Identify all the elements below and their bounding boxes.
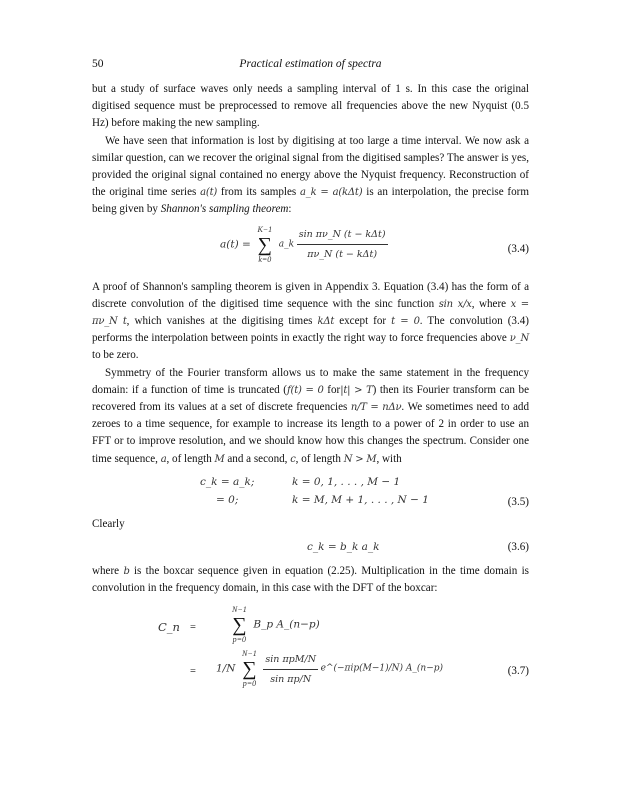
- p2-text-b: from its samples: [220, 186, 297, 199]
- paragraph-4: [92, 365, 529, 468]
- math-f-t0: f(t) = 0: [287, 384, 324, 396]
- eq37-numerator: sin πpM/N: [263, 651, 318, 670]
- eq37-equals-1: =: [190, 622, 196, 634]
- shannon-theorem-term: Shannon's sampling theorem: [160, 203, 289, 216]
- p4-text-e: , of length: [166, 452, 212, 465]
- eq34-sum: [257, 225, 272, 265]
- eq37-sum2-top: N−1: [242, 649, 257, 659]
- math-n-T: n/T = nΔν: [350, 402, 402, 414]
- paragraph-1: but a study of surface waves only needs a sampling interval of 1 s. In this case the original digitised sequence must be preprocessed to remove all frequencies above the new Nyquist (0.5 Hz) before making the new sampling.: [92, 83, 529, 130]
- eq35-line1-rhs: k = 0, 1, . . . , M − 1: [292, 475, 401, 488]
- page-number: 50: [92, 58, 104, 70]
- p2-text-c: is an interpolation, the precise form being given by: [92, 186, 529, 216]
- p3-text-a: A proof of Shannon's sampling theorem is given in Appendix 3. Equation (3.4) has the form of a discrete convolution of the digitised time sequence with the sinc function: [92, 280, 529, 310]
- paragraph-3: [92, 279, 529, 365]
- math-N-gt-M: N > M: [343, 453, 377, 465]
- paragraph-2: [92, 133, 529, 219]
- paragraph-5: [92, 563, 529, 597]
- math-kdt: kΔt: [317, 316, 335, 328]
- eq37-sum1-bottom: p=0: [232, 635, 247, 645]
- math-sinc: sin x/x: [438, 298, 472, 310]
- math-t0: t = 0: [391, 316, 420, 328]
- math-M: M: [214, 453, 225, 465]
- p4-text-g: , of length: [295, 452, 341, 465]
- math-b: b: [123, 566, 130, 578]
- page-body: [92, 81, 529, 691]
- equation-3-5: [92, 472, 529, 512]
- math-abs-t-T: |t| > T: [340, 384, 373, 396]
- eq35-line2-rhs: k = M, M + 1, . . . , N − 1: [292, 493, 429, 506]
- p3-text-e: . The convolution (3.4) performs the interpolation between points in exactly the right way to force frequencies above: [92, 315, 529, 345]
- sum-sign: ∑: [257, 233, 272, 256]
- eq37-fraction: [263, 651, 318, 688]
- eq34-numerator: sin πν_N (t − kΔt): [297, 226, 388, 245]
- math-nuN: ν_N: [509, 333, 529, 345]
- equation-3-7: [92, 605, 529, 691]
- equation-3-4: [92, 225, 529, 273]
- running-title: Practical estimation of spectra: [239, 58, 382, 70]
- eq34-label: (3.4): [507, 242, 529, 255]
- eq37-sum1-top: N−1: [232, 605, 247, 615]
- eq34-sum-top: K−1: [257, 224, 273, 234]
- p4-text-h: , with: [376, 452, 402, 465]
- eq36-label: (3.6): [507, 541, 529, 554]
- p4-text-b: for: [327, 383, 341, 396]
- p3-text-d: except for: [339, 315, 387, 328]
- eq37-term1: B_p A_(n−p): [253, 618, 320, 631]
- eq34-lhs: a(t) =: [220, 238, 251, 251]
- eq37-label: (3.7): [507, 665, 529, 678]
- eq37-sum2-bottom: p=0: [242, 679, 257, 689]
- sum-sign: ∑: [242, 658, 257, 681]
- eq37-row1: [228, 605, 320, 645]
- math-x-def: x = πν_N t: [92, 298, 529, 328]
- clearly-text: Clearly: [92, 517, 125, 530]
- p4-text-a: Symmetry of the Fourier transform allows us to make the same statement in the frequency domain: if a function of time is truncated (: [92, 366, 529, 396]
- eq37-sum2: [242, 649, 257, 689]
- eq37-tail: e^(−πip(M−1)/N) A_(n−p): [320, 663, 444, 674]
- equation-3-6: [92, 535, 529, 559]
- eq35-line1-lhs: c_k = a_k;: [200, 475, 255, 488]
- math-ak-def: a_k = a(kΔt): [300, 187, 363, 199]
- math-c: c: [290, 453, 296, 465]
- eq35-line2-lhs: = 0;: [216, 493, 239, 506]
- p4-text-f: and a second,: [227, 452, 288, 465]
- eq34-denominator: πν_N (t − kΔt): [307, 249, 378, 261]
- eq37-equals-2: =: [190, 666, 196, 678]
- eq34-fraction: [297, 226, 388, 263]
- eq34-sum-bottom: k=0: [258, 254, 272, 264]
- p2-text-e: :: [288, 203, 292, 216]
- page-header: [92, 58, 529, 74]
- p3-text-b: , where: [471, 297, 507, 310]
- eq37-row2: [216, 649, 443, 689]
- p2-text-a: We have seen that information is lost by digitising at too large a time interval. We now ask a similar question, can we recover the original signal from the digitised samples? The answer is yes, provided the original signal contained no energy above the Nyquist frequency. Reconstruction of the original time series: [92, 134, 529, 199]
- p4-text-d: . We sometimes need to add zeroes to a time sequence, for example to increase its length to a power of 2 in order to use an FFT or to improve resolution, and we should know how this changes the spectrum. Consider one time sequence,: [92, 401, 529, 465]
- math-a-t: a(t): [200, 187, 218, 199]
- sum-sign: ∑: [232, 614, 247, 637]
- eq37-denominator: sin πp/N: [270, 673, 312, 685]
- p5-text-a: where: [92, 565, 120, 578]
- eq37-lhs: C_n: [158, 620, 180, 635]
- eq37-sum1: [232, 605, 247, 645]
- eq37-prefactor: 1/N: [216, 662, 236, 675]
- math-a: a: [160, 453, 167, 465]
- eq34-term: a_k: [278, 239, 295, 250]
- eq35-label: (3.5): [507, 495, 529, 508]
- p4-text-c: ) then its Fourier transform can be recovered from its values at a set of discrete frequencies: [92, 383, 529, 414]
- p3-text-c: , which vanishes at the digitising times: [126, 315, 313, 328]
- eq36-body: c_k = b_k a_k: [307, 541, 380, 554]
- p3-text-f: to be zero.: [92, 349, 139, 362]
- p5-text-b: is the boxcar sequence given in equation (2.25). Multiplication in the time domain is convolution in the frequency domain, in this case with the DFT of the boxcar:: [92, 565, 529, 595]
